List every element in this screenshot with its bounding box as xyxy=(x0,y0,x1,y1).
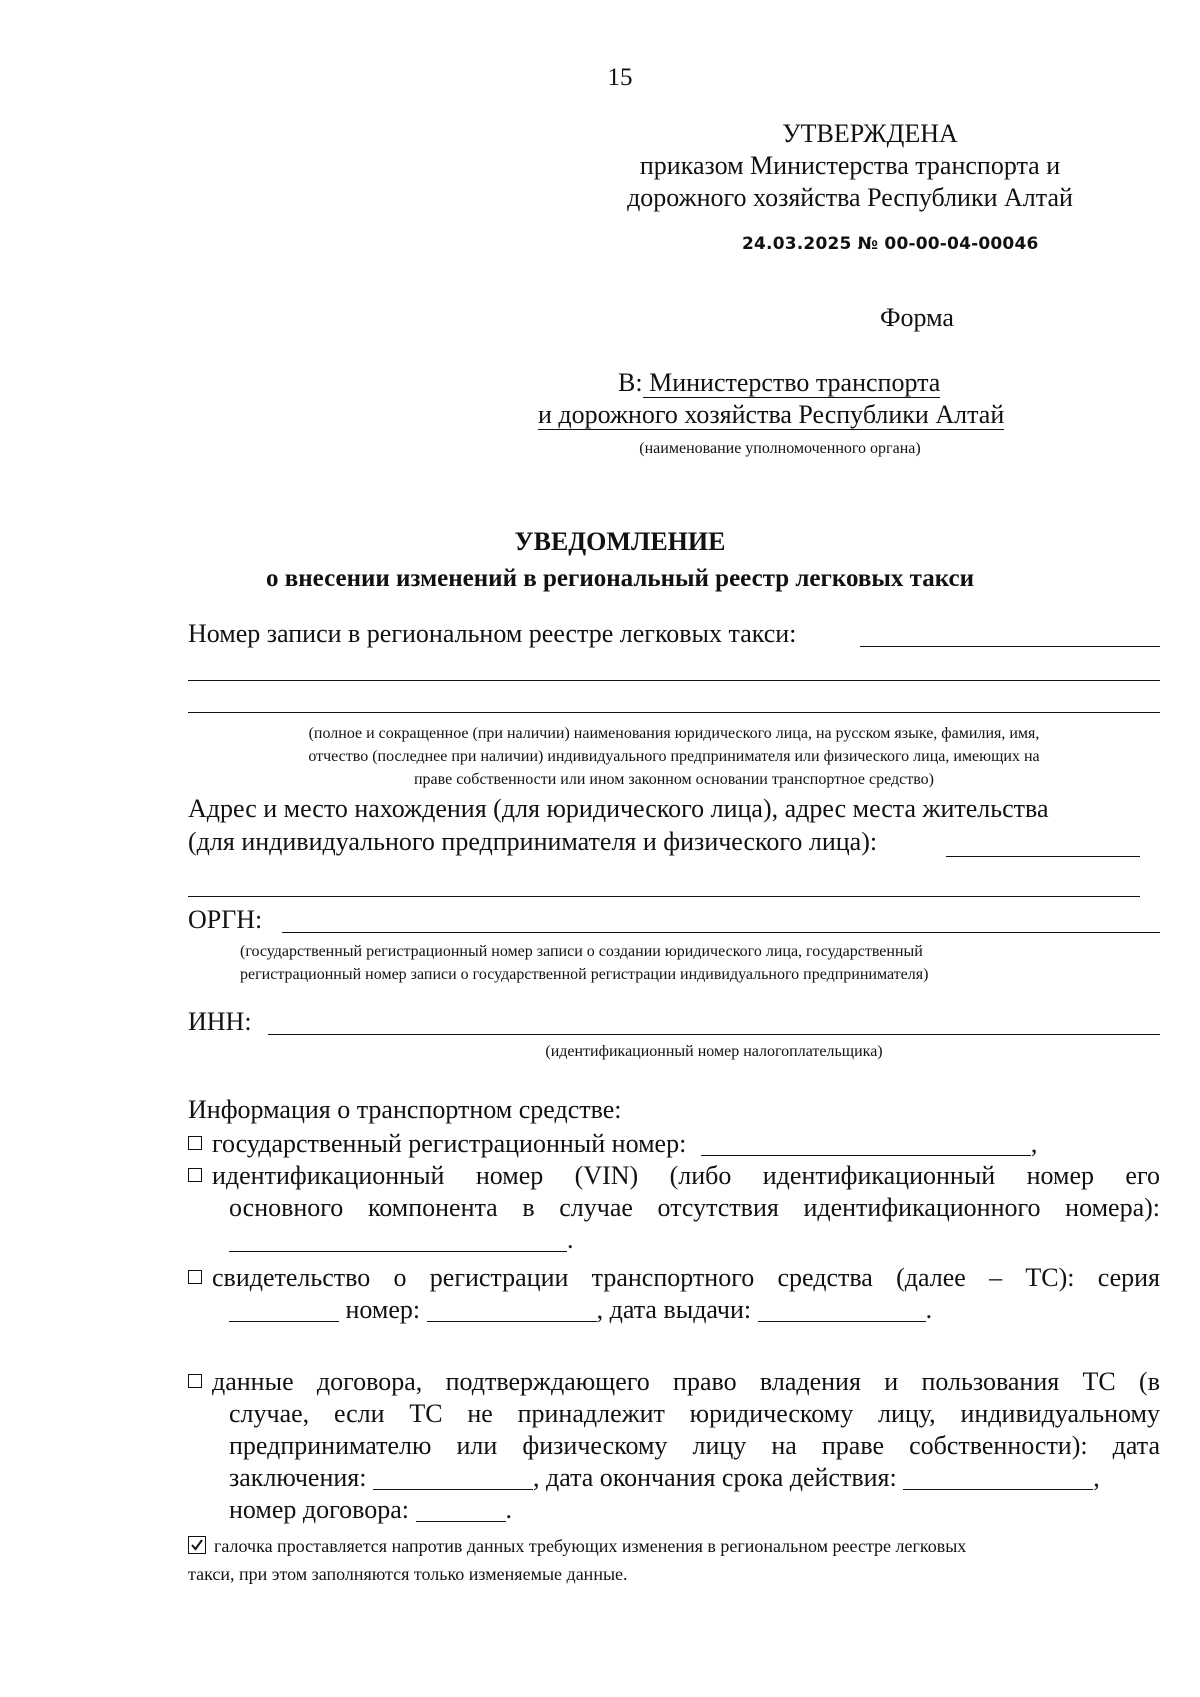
form-label: Форма xyxy=(880,303,954,332)
contract-concluded-label: заключения: xyxy=(229,1463,367,1492)
contract-row-4: заключения: , дата окончания срока действия: , xyxy=(229,1463,1100,1492)
vehicle-reg-number-row: государственный регистрационный номер: , xyxy=(188,1128,1037,1160)
address-line-1: Адрес и место нахождения (для юридического лица), адрес места жительства xyxy=(188,794,1049,823)
cert-row-1 xyxy=(188,1262,1160,1294)
contract-end-field[interactable] xyxy=(903,1467,1093,1490)
contract-label-1: данные договора, подтверждающего право владения и пользования ТС (в xyxy=(212,1367,1160,1396)
recipient-name-1: Министерство транспорта xyxy=(642,368,941,397)
ogrn-field[interactable] xyxy=(282,932,1160,933)
cert-checkbox[interactable] xyxy=(188,1270,202,1284)
approval-line-1: приказом Министерства транспорта и xyxy=(639,151,1061,180)
recipient-line-1 xyxy=(618,367,940,399)
vin-field[interactable] xyxy=(229,1229,567,1252)
recipient-prefix: В: xyxy=(618,368,643,397)
vehicle-heading: Информация о транспортном средстве: xyxy=(188,1095,622,1124)
note-text-1: галочка проставляется напротив данных требующих изменения в региональном реестре легковых xyxy=(214,1536,967,1556)
address-line-2: (для индивидуального предпринимателя и физического лица): xyxy=(188,827,878,856)
owner-caption xyxy=(188,722,1160,791)
contract-checkbox[interactable] xyxy=(188,1374,202,1388)
contract-end-label: , дата окончания срока действия: xyxy=(532,1463,897,1492)
contract-row-1 xyxy=(188,1366,1160,1398)
cert-series-field[interactable] xyxy=(229,1299,339,1322)
inn-field[interactable] xyxy=(268,1034,1160,1035)
contract-label-3: предпринимателю или физическому лицу на праве собственности): дата xyxy=(229,1431,1160,1460)
cert-number-label: номер: xyxy=(345,1295,421,1324)
notice-subtitle: о внесении изменений в региональный реестр легковых такси xyxy=(266,565,974,592)
notice-title: УВЕДОМЛЕНИЕ xyxy=(514,527,726,556)
recipient-name-2: и дорожного хозяйства Республики Алтай xyxy=(538,400,1005,429)
vin-row-2 xyxy=(229,1192,1160,1224)
ogrn-label: ОРГН: xyxy=(188,905,263,934)
vin-label-2: основного компонента в случае отсутствия идентификационного номера): xyxy=(229,1193,1160,1222)
vin-checkbox[interactable] xyxy=(188,1168,202,1182)
owner-name-field-2[interactable] xyxy=(188,712,1160,713)
contract-row-5: номер договора: . xyxy=(229,1495,513,1524)
address-field-2[interactable] xyxy=(188,896,1140,897)
inn-caption: (идентификационный номер налогоплательщика) xyxy=(545,1043,883,1060)
approval-line-2: дорожного хозяйства Республики Алтай xyxy=(627,183,1073,212)
contract-label-2: случае, если ТС не принадлежит юридическому лицу, индивидуальному xyxy=(229,1399,1160,1428)
page-number: 15 xyxy=(607,64,633,91)
cert-label-1: свидетельство о регистрации транспортного средства (далее – ТС): серия xyxy=(212,1263,1160,1292)
address-field-1[interactable] xyxy=(946,856,1140,857)
note-text-2: такси, при этом заполняются только изменяемые данные. xyxy=(188,1564,628,1584)
vin-row-1 xyxy=(188,1160,1160,1192)
registry-number-label: Номер записи в региональном реестре легковых такси: xyxy=(188,619,797,648)
order-stamp: 24.03.2025 № 00-00-04-00046 xyxy=(742,234,1039,254)
recipient-line-2 xyxy=(538,399,1004,431)
vin-label-1: идентификационный номер (VIN) (либо идентификационный номер его xyxy=(212,1161,1160,1190)
cert-row-2: номер: , дата выдачи: . xyxy=(229,1294,932,1326)
approval-title: УТВЕРЖДЕНА xyxy=(782,119,958,148)
reg-number-checkbox[interactable] xyxy=(188,1136,202,1150)
inn-label: ИНН: xyxy=(188,1007,252,1036)
ogrn-caption-2: регистрационный номер записи о государственной регистрации индивидуального предпринимателя) xyxy=(240,966,929,983)
reg-number-label: государственный регистрационный номер: xyxy=(212,1129,687,1158)
contract-number-field[interactable] xyxy=(416,1499,506,1522)
owner-name-field-1[interactable] xyxy=(188,680,1160,681)
recipient-caption: (наименование уполномоченного органа) xyxy=(639,440,921,457)
cert-date-label: , дата выдачи: xyxy=(596,1295,752,1324)
vin-field-row: . xyxy=(229,1224,574,1256)
contract-row-3 xyxy=(229,1430,1160,1462)
owner-caption-line-2: отчество (последнее при наличии) индивидуального предпринимателя или физического лица, имеющих на xyxy=(308,748,1040,765)
registry-number-field[interactable] xyxy=(860,646,1160,647)
contract-row-2 xyxy=(229,1398,1160,1430)
contract-number-label: номер договора: xyxy=(229,1495,410,1524)
note-line-1 xyxy=(188,1532,1160,1560)
cert-date-field[interactable] xyxy=(758,1299,926,1322)
cert-number-field[interactable] xyxy=(427,1299,597,1322)
contract-concluded-field[interactable] xyxy=(373,1467,533,1490)
checked-box-icon xyxy=(188,1536,206,1554)
note xyxy=(188,1532,1160,1588)
owner-caption-line-1: (полное и сокращенное (при наличии) наименования юридического лица, на русском языке, фамилия, имя, xyxy=(308,725,1040,742)
ogrn-caption-1: (государственный регистрационный номер записи о создании юридического лица, государственный xyxy=(240,943,923,960)
reg-number-field[interactable] xyxy=(701,1133,1031,1156)
owner-caption-line-3: праве собственности или ином законном основании транспортное средство) xyxy=(413,771,935,788)
